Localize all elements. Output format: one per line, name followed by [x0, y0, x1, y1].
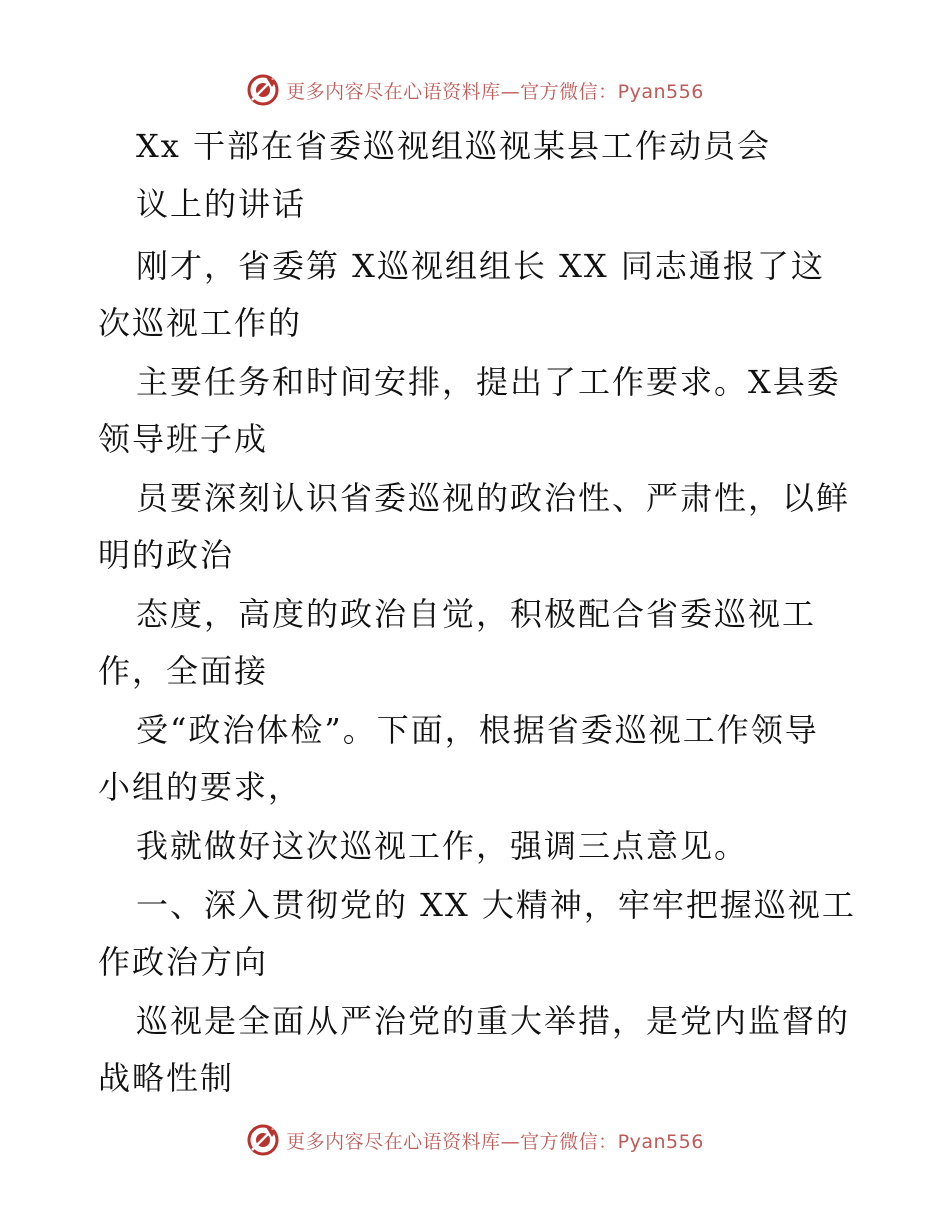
paragraph-line: 刚才，省委第 X巡视组组长 XX 同志通报了这	[136, 247, 825, 285]
paragraph-line: 作，全面接	[98, 652, 269, 690]
paragraph-line: 我就做好这次巡视工作，强调三点意见。	[136, 827, 749, 865]
paragraph-line: 领导班子成	[98, 420, 269, 458]
paragraph-line: 受“政治体检”。下面，根据省委巡视工作领导	[136, 711, 819, 749]
footer-banner	[0, 1120, 950, 1160]
logo-icon	[246, 1123, 280, 1157]
section-heading-line: 一、深入贯彻党的 XX 大精神，牢牢把握巡视工	[136, 886, 856, 924]
footer-banner-text: 更多内容尽在心语资料库—官方微信：Pyan556	[286, 1130, 704, 1153]
paragraph-line: 员要深刻认识省委巡视的政治性、严肃性，以鲜	[136, 479, 851, 517]
paragraph-line: 战略性制	[98, 1059, 235, 1097]
title-line-2: 议上的讲话	[136, 185, 307, 223]
paragraph-line: 明的政治	[98, 536, 235, 574]
paragraph-line: 主要任务和时间安排，提出了工作要求。X县委	[136, 363, 841, 401]
section-heading-line: 作政治方向	[98, 943, 269, 981]
paragraph-line: 次巡视工作的	[98, 304, 303, 342]
logo-icon	[246, 73, 280, 107]
paragraph-line: 态度，高度的政治自觉，积极配合省委巡视工	[136, 595, 817, 633]
paragraph-line: 小组的要求，	[98, 768, 303, 806]
title-line-1: Xx 干部在省委巡视组巡视某县工作动员会	[136, 127, 772, 165]
paragraph-line: 巡视是全面从严治党的重大举措，是党内监督的	[136, 1002, 851, 1040]
header-banner	[0, 70, 950, 110]
header-banner-text: 更多内容尽在心语资料库—官方微信：Pyan556	[286, 80, 704, 103]
